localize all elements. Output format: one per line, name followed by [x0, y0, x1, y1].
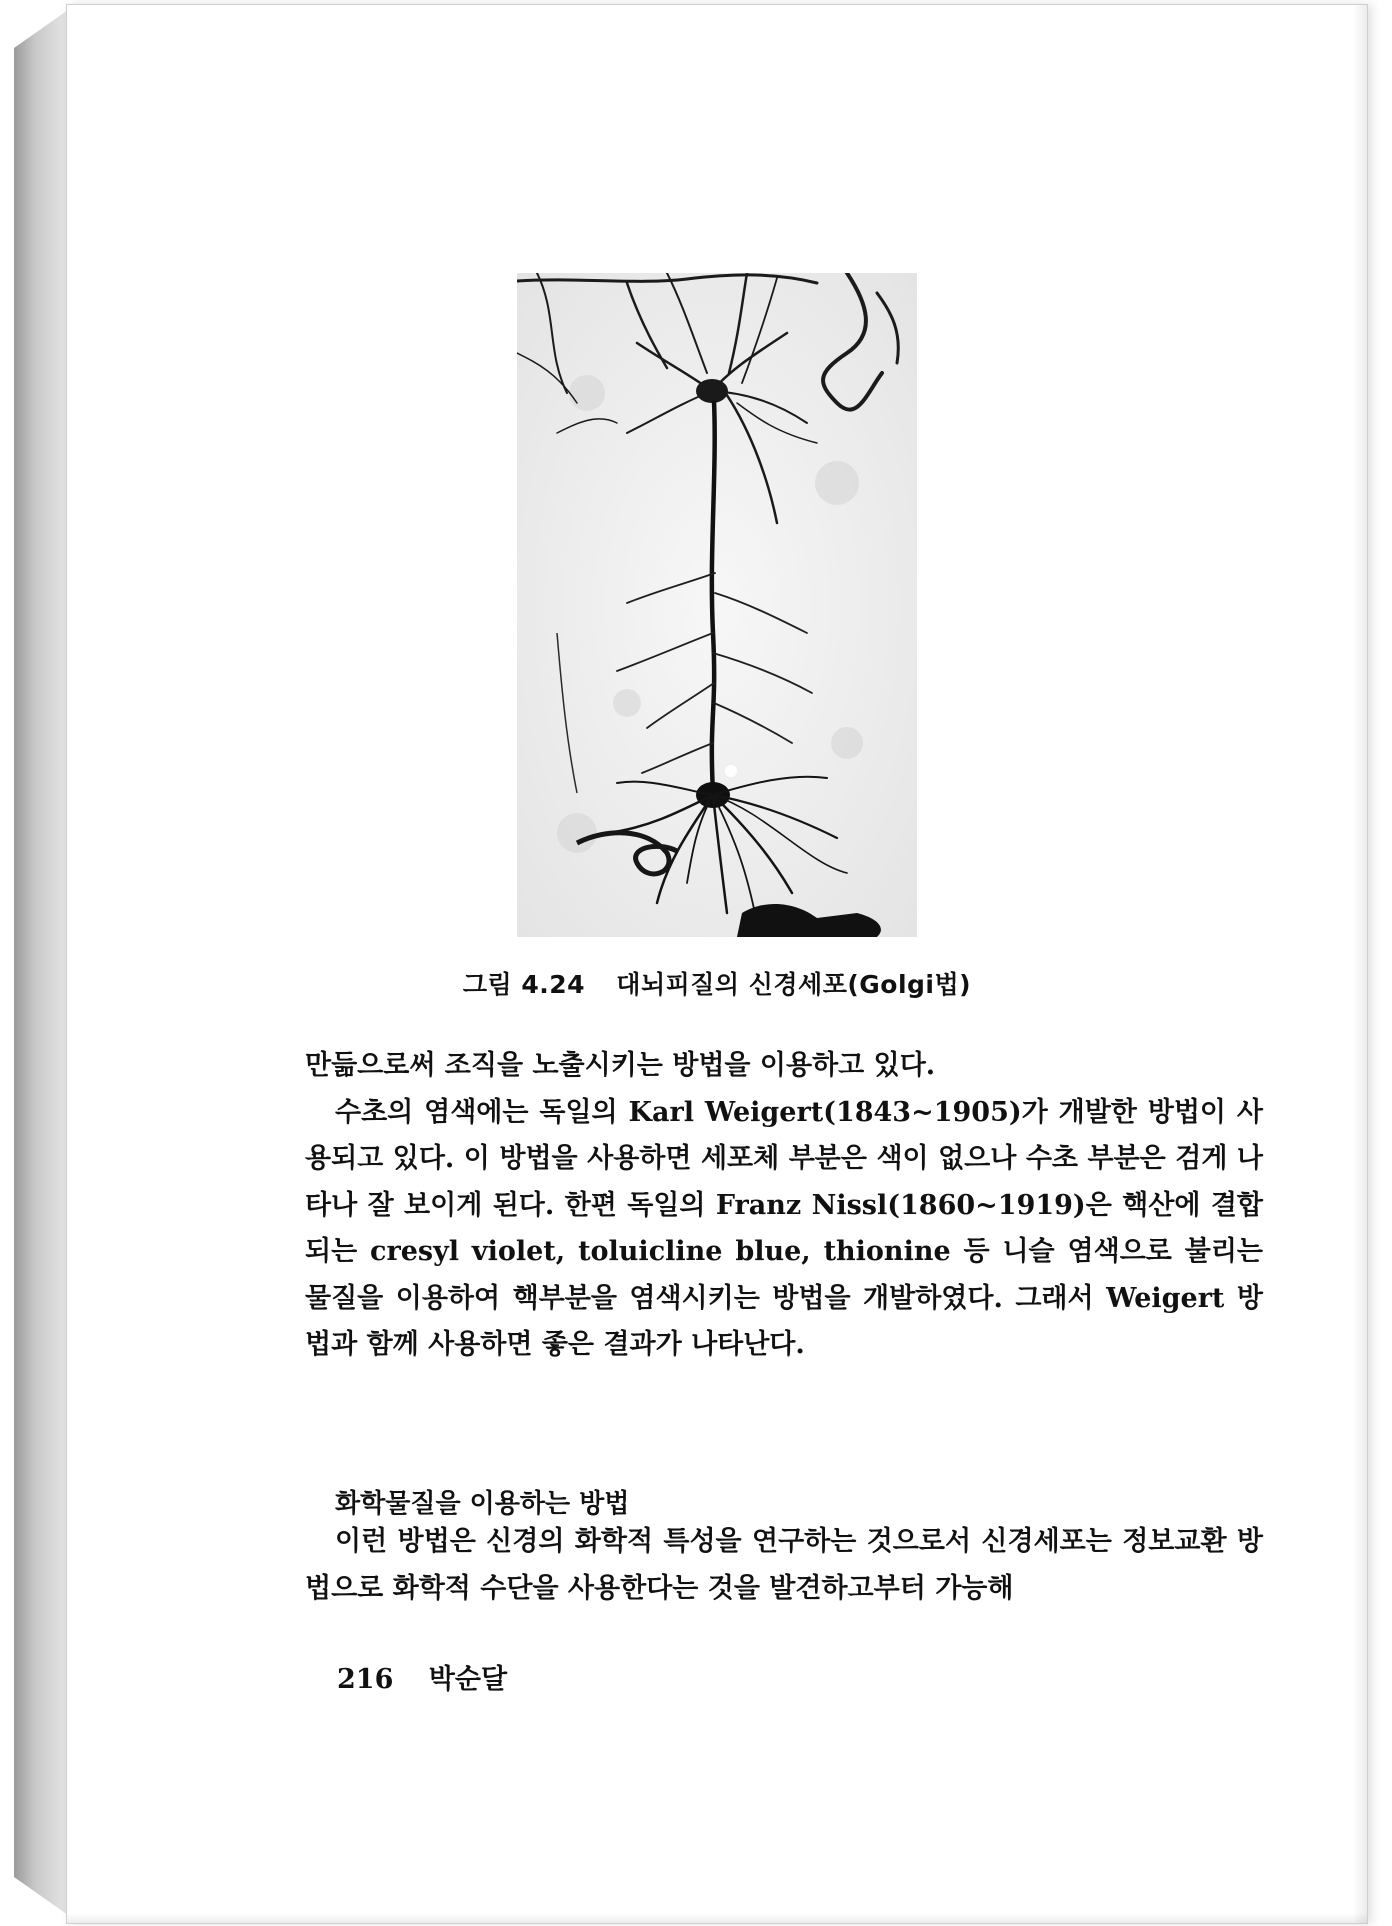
- figure-title: 대뇌피질의 신경세포(Golgi법): [616, 970, 972, 999]
- body-text-top: [305, 1043, 1263, 1369]
- page-footer: [337, 1657, 507, 1696]
- paragraph-2: 수초의 염색에는 독일의 Karl Weigert(1843~1905)가 개발한 방법이 사용되고 있다. 이 방법을 사용하면 세포체 부분은 색이 없으나 수초 부분은 검게 나타나 잘 보이게 된다. 한편 독일의 Franz Nissl(1860~1919)은 핵산에 결합되는 cresyl violet, toluicline blue, thionine 등 니슬 염색으로 불리는 물질을 이용하여 핵부분을 염색시키는 방법을 개발하였다. 그래서 Weigert 방법과 함께 사용하면 좋은 결과가 나타난다.: [305, 1096, 1263, 1360]
- neuron-illustration: [517, 273, 917, 937]
- page-number: 216: [337, 1664, 394, 1695]
- body-text-bottom: [305, 1519, 1263, 1612]
- paragraph-1: 만듦으로써 조직을 노출시키는 방법을 이용하고 있다.: [305, 1050, 936, 1081]
- figure-caption: [67, 965, 1367, 1001]
- book-page: [66, 4, 1368, 1924]
- section-heading: 화학물질을 이용하는 방법: [335, 1489, 630, 1519]
- paragraph-3: 이런 방법은 신경의 화학적 특성을 연구하는 것으로서 신경세포는 정보교환 방법으로 화학적 수단을 사용한다는 것을 발견하고부터 가능해: [305, 1526, 1263, 1604]
- page-shadow-bottom: [67, 1913, 1367, 1923]
- neuron-golgi-photo: [517, 273, 917, 937]
- page-shadow-right: [1353, 5, 1367, 1923]
- author-name: 박순달: [428, 1664, 508, 1695]
- book-spine-edge: [14, 10, 68, 1915]
- figure-number: 그림 4.24: [462, 970, 586, 999]
